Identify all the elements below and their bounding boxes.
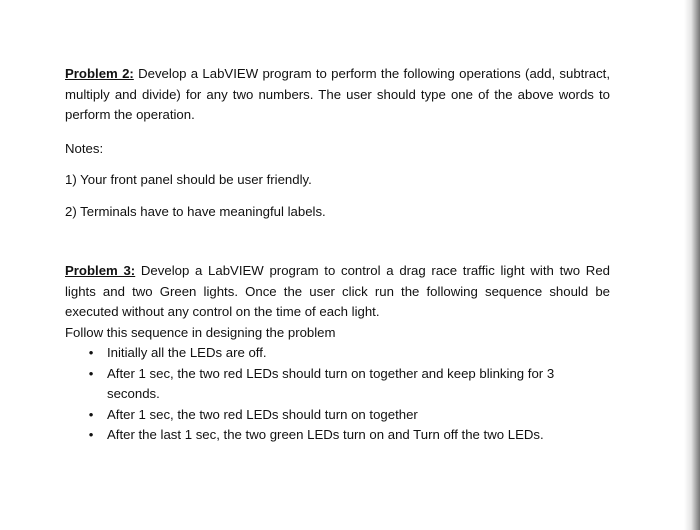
bullet-icon: • <box>88 427 94 442</box>
list-item <box>65 425 610 446</box>
notes-title: Notes: <box>65 140 104 156</box>
list-item <box>65 364 610 405</box>
note-item-2: 2) Terminals have to have meaningful labels. <box>65 203 326 219</box>
list-item-text: After the last 1 sec, the two green LEDs turn on and Turn off the two LEDs. <box>107 427 544 442</box>
sequence-bullet-list <box>65 343 610 446</box>
problem-3-paragraph <box>65 261 610 323</box>
list-item-text: Initially all the LEDs are off. <box>107 345 267 360</box>
problem-2-text: Develop a LabVIEW program to perform the following operations (add, subtract, multiply and divide) for any two numbers. The user should type one of the above words to perform the operation. <box>65 66 610 122</box>
problem-3-label: Problem 3: <box>65 263 136 278</box>
list-item-text: After 1 sec, the two red LEDs should turn on together and keep blinking for 3 seconds. <box>107 365 555 401</box>
problem-3-follow-line: Follow this sequence in designing the problem <box>65 324 336 340</box>
problem-3-text: Develop a LabVIEW program to control a drag race traffic light with two Red lights and two Green lights. Once the user click run the following sequence should be executed without any control on the time of each light. <box>65 263 610 319</box>
problem-2-label: Problem 2: <box>65 66 134 81</box>
bullet-icon: • <box>88 365 94 381</box>
bullet-icon: • <box>88 345 94 360</box>
bullet-icon: • <box>88 406 94 422</box>
page-edge-shadow <box>684 0 700 530</box>
list-item <box>65 343 610 364</box>
list-item-text: After 1 sec, the two red LEDs should turn on together <box>107 406 418 422</box>
list-item <box>65 405 610 426</box>
document-content <box>65 64 610 446</box>
problem-2-paragraph <box>65 64 610 126</box>
note-item-1: 1) Your front panel should be user friendly. <box>65 172 312 187</box>
